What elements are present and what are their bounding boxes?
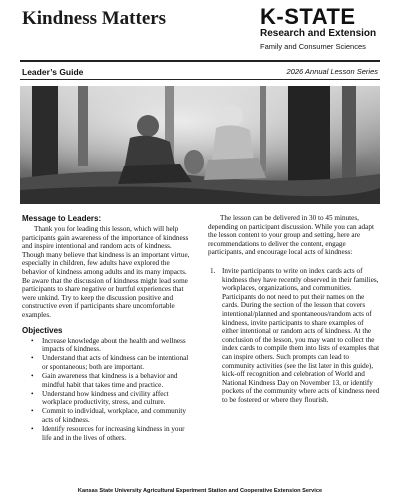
- page-title: Kindness Matters: [22, 8, 167, 29]
- lesson-intro: The lesson can be delivered in 30 to 45 minutes, depending on participant discussion. While you can adapt the lesson content to your group and setting, here are recommendations to deliver the content, engage participants, and encourage local acts of kindness:: [208, 214, 374, 257]
- header-rule-bottom: [20, 79, 380, 80]
- left-column: [22, 214, 194, 443]
- list-item: [208, 267, 380, 405]
- step-number: 1.: [210, 266, 216, 275]
- step-text: Invite participants to write on index cards acts of kindness they have recently observed in their families, workplaces, organizations, and communities. Participants do not need to put their names on the cards. During the section of the lesson that covers intentional/planned and spontaneous/random acts of kindness, invite participants to share examples of either intentional or random acts of kindness. At the conclusion of the lesson, you may want to collect the index cards to compile them into lists of examples that can inspire others. Such prompts can lead to community activities (see the list later in this guide), kick-off recognition and celebration of World and National Kindness Day on November 13, or identify pockets of the community where acts of kindness need to be fostered or where they flourish.: [222, 266, 380, 404]
- header-rule-top: [20, 60, 380, 62]
- logo-primary: K-STATE: [260, 4, 356, 29]
- lesson-series-label: 2026 Annual Lesson Series: [286, 67, 378, 76]
- message-body: Thank you for leading this lesson, which will help participants gain awareness of the importance of kindness and inspire intentional and random acts of kindness. Though many believe that kindness is an important virtue, especially in children, few adults have explored the behavior of kindness among adults and its many impacts. Be aware that the discussion of kindness might lead some participants to share negative or hurtful experiences that were unkind. Try to keep the discussion positive and constructive even if participants share uncomfortable examples.: [22, 225, 190, 319]
- logo-department: Family and Consumer Sciences: [260, 42, 366, 51]
- steps-list: [208, 267, 380, 405]
- list-item: • Identify resources for increasing kindness in your life and in the lives of others.: [22, 425, 194, 442]
- list-item: • Commit to individual, workplace, and community acts of kindness.: [22, 407, 194, 424]
- children-photo: [20, 86, 380, 204]
- leaders-guide-label: Leader’s Guide: [22, 67, 84, 77]
- footer-text: Kansas State University Agricultural Experiment Station and Cooperative Extension Service: [77, 488, 323, 494]
- message-heading: Message to Leaders:: [22, 214, 102, 223]
- objectives-list: [22, 337, 194, 443]
- logo-secondary: Research and Extension: [260, 28, 377, 39]
- kstate-logo: [260, 6, 380, 52]
- objectives-heading: Objectives: [22, 325, 63, 335]
- list-item: • Gain awareness that kindness is a behavior and mindful habit that takes time and practice.: [22, 372, 194, 389]
- list-item: • Increase knowledge about the health and wellness impacts of kindness.: [22, 337, 194, 354]
- right-column: [208, 214, 380, 404]
- list-item: • Understand how kindness and civility affect workplace productivity, stress, and culture.: [22, 390, 194, 407]
- list-item: • Understand that acts of kindness can be intentional or spontaneous; both are important.: [22, 354, 194, 371]
